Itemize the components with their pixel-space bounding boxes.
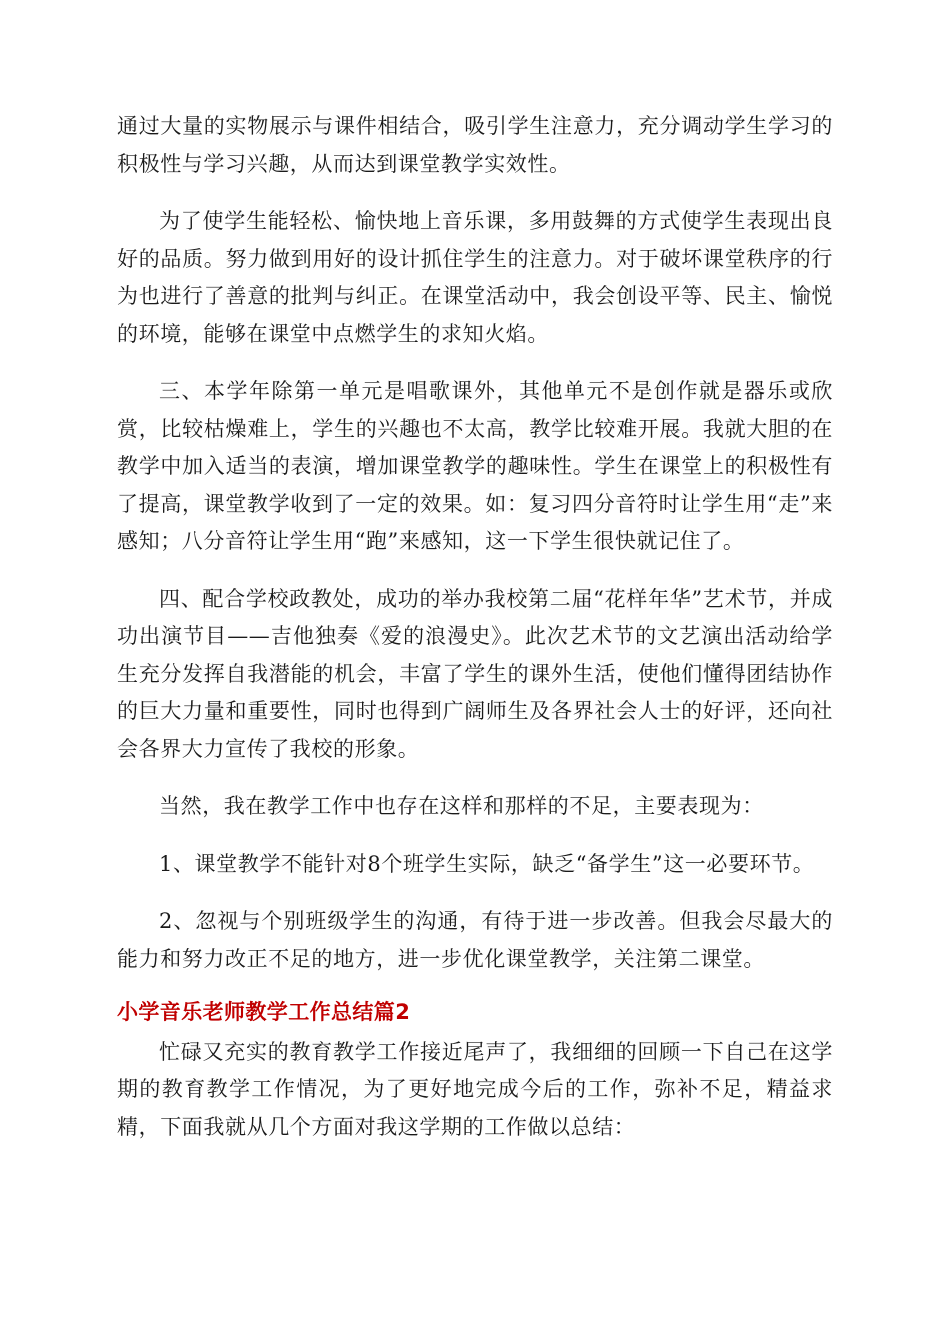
paragraph-shortcoming-one: 1、课堂教学不能针对8个班学生实际，缺乏“备学生”这一必要环节。 xyxy=(159,851,815,876)
paragraph-point-three: 三、本学年除第一单元是唱歌课外，其他单元不是创作就是器乐或欣赏，比较枯燥难上，学生的兴趣也不太高，教学比较难开展。我就大胆的在教学中加入适当的表演，增加课堂教学的趣味性。学生在课堂上的积极性有了提高，课堂教学收到了一定的效果。如：复习四分音符时让学生用“走”来感知；八分音符让学生用“跑”来感知，这一下学生很快就记住了。 xyxy=(117,379,833,553)
section-heading: 小学音乐老师教学工作总结篇2 xyxy=(117,1000,411,1024)
paragraph-continued: 通过大量的实物展示与课件相结合，吸引学生注意力，充分调动学生学习的积极性与学习兴趣，从而达到课堂教学实效性。 xyxy=(117,114,833,176)
paragraph-shortcomings-intro: 当然，我在教学工作中也存在这样和那样的不足，主要表现为： xyxy=(159,794,764,818)
paragraph-encouragement: 为了使学生能轻松、愉快地上音乐课，多用鼓舞的方式使学生表现出良好的品质。努力做到用好的设计抓住学生的注意力。对于破坏课堂秩序的行为也进行了善意的批判与纠正。在课堂活动中，我会创设平等、民主、愉悦的环境，能够在课堂中点燃学生的求知火焰。 xyxy=(117,209,833,346)
document-page xyxy=(117,108,833,1146)
paragraph-shortcoming-two: 2、忽视与个别班级学生的沟通，有待于进一步改善。但我会尽最大的能力和努力改正不足的地方，进一步优化课堂教学，关注第二课堂。 xyxy=(117,909,833,971)
paragraph-point-four: 四、配合学校政教处，成功的举办我校第二届“花样年华”艺术节，并成功出演节目——吉他独奏《爱的浪漫史》。此次艺术节的文艺演出活动给学生充分发挥自我潜能的机会，丰富了学生的课外生活，使他们懂得团结协作的巨大力量和重要性，同时也得到广阔师生及各界社会人士的好评，还向社会各界大力宣传了我校的形象。 xyxy=(117,586,833,761)
paragraph-section-two-intro: 忙碌又充实的教育教学工作接近尾声了，我细细的回顾一下自己在这学期的教育教学工作情况，为了更好地完成今后的工作，弥补不足，精益求精，下面我就从几个方面对我这学期的工作做以总结： xyxy=(117,1039,833,1139)
